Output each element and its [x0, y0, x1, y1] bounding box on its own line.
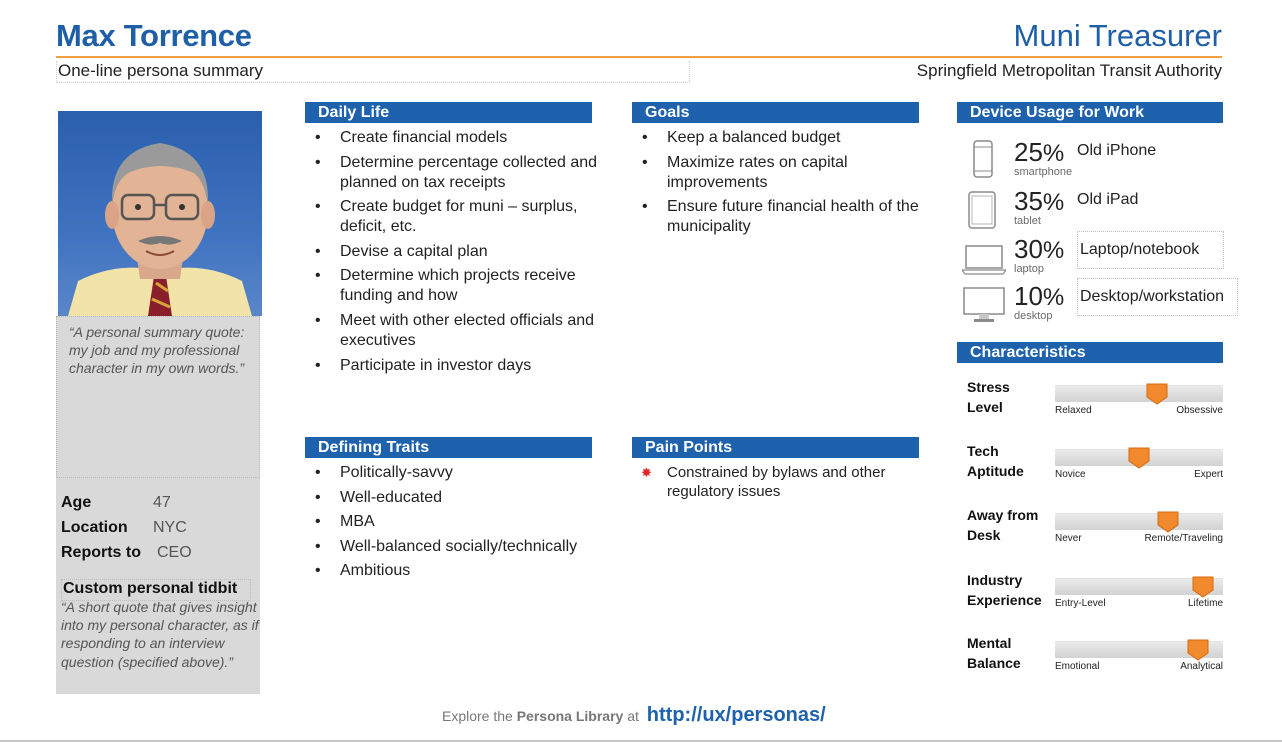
pain-points-heading: Pain Points	[632, 437, 919, 458]
persona-library-link[interactable]: http://ux/personas/	[646, 704, 826, 726]
list-item: • Well-educated	[305, 488, 605, 508]
device-label: Old iPad	[1077, 191, 1139, 208]
device-percent: 25%	[1014, 137, 1065, 167]
slider-knob	[1187, 639, 1209, 661]
footer	[442, 704, 826, 727]
tablet-icon	[962, 188, 1006, 232]
persona-photo	[58, 111, 262, 316]
slider-low-label: Novice	[1055, 469, 1086, 480]
device-row-smartphone	[962, 139, 1242, 185]
characteristic-label: Away from Desk	[967, 507, 1039, 543]
daily-life-list	[305, 128, 605, 380]
list-item: • Ambitious	[305, 561, 605, 581]
persona-role: Muni Treasurer	[1013, 18, 1222, 53]
tidbit-label: Custom personal tidbit	[61, 579, 251, 601]
slider-high-label: Expert	[1194, 469, 1223, 480]
device-kind: laptop	[1014, 263, 1044, 275]
device-usage-heading: Device Usage for Work	[957, 102, 1223, 123]
daily-life-heading: Daily Life	[305, 102, 592, 123]
characteristic-mental-balance	[967, 633, 1227, 693]
fact-location	[61, 519, 187, 537]
slider-track	[1055, 513, 1223, 530]
persona-quote: “A personal summary quote: my job and my professional character in my own words.”	[56, 316, 260, 478]
slider-low-label: Emotional	[1055, 661, 1100, 672]
characteristic-label: Tech Aptitude	[967, 443, 1024, 479]
slider-low-label: Entry-Level	[1055, 598, 1106, 609]
list-item: • Devise a capital plan	[305, 242, 605, 262]
slider-high-label: Analytical	[1180, 661, 1223, 672]
slider-knob	[1192, 576, 1214, 598]
list-item: • Meet with other elected officials and executives	[305, 311, 605, 351]
traits-heading: Defining Traits	[305, 437, 592, 458]
list-item: ✸ Constrained by bylaws and other regulatory issues	[632, 463, 922, 501]
device-label: Laptop/notebook	[1077, 231, 1224, 269]
slider-low-label: Relaxed	[1055, 405, 1092, 416]
footer-at: at	[627, 708, 639, 724]
device-kind: smartphone	[1014, 166, 1073, 178]
slider-track	[1055, 385, 1223, 402]
slider-knob	[1157, 511, 1179, 533]
fact-age	[61, 494, 171, 512]
persona-name: Max Torrence	[56, 18, 252, 53]
pain-points-list	[632, 463, 922, 506]
characteristics-heading: Characteristics	[957, 342, 1223, 363]
list-item: • Determine which projects receive funding and how	[305, 266, 605, 306]
device-label: Desktop/workstation	[1077, 278, 1238, 316]
characteristic-label: Stress Level	[967, 379, 1010, 415]
fact-label: Location	[61, 519, 128, 536]
list-item: • Politically-savvy	[305, 463, 605, 483]
device-percent: 10%	[1014, 281, 1065, 311]
slider-knob	[1128, 447, 1150, 469]
device-percent: 35%	[1014, 186, 1065, 216]
persona-summary: One-line persona summary	[56, 61, 690, 83]
list-item: • Determine percentage collected and planned on tax receipts	[305, 153, 605, 193]
characteristic-tech-aptitude	[967, 441, 1227, 501]
characteristic-industry-experience	[967, 570, 1227, 630]
fact-label: Age	[61, 494, 92, 511]
device-row-tablet	[962, 188, 1242, 234]
fact-value: CEO	[157, 544, 192, 561]
goals-list	[632, 128, 922, 242]
goals-heading: Goals	[632, 102, 919, 123]
smartphone-icon	[962, 139, 1006, 183]
slider-high-label: Remote/Traveling	[1144, 533, 1223, 544]
traits-list	[305, 463, 605, 586]
list-item: • Create budget for muni – surplus, deficit, etc.	[305, 197, 605, 237]
device-kind: tablet	[1014, 215, 1041, 227]
footer-library: Persona Library	[516, 708, 624, 724]
footer-prefix: Explore the	[442, 708, 513, 724]
device-row-desktop	[962, 283, 1242, 329]
portrait-illustration	[58, 111, 262, 316]
slider-high-label: Lifetime	[1187, 598, 1223, 609]
fact-reports-to	[61, 544, 192, 562]
list-item: • Create financial models	[305, 128, 605, 148]
slider-high-label: Obsessive	[1176, 405, 1223, 416]
device-kind: desktop	[1014, 310, 1053, 322]
fact-value: NYC	[153, 519, 187, 536]
list-item: • Keep a balanced budget	[632, 128, 922, 148]
list-item: • Maximize rates on capital improvements	[632, 153, 922, 193]
characteristic-away-from-desk	[967, 505, 1227, 565]
characteristic-label: Industry Experience	[967, 572, 1042, 608]
laptop-icon	[962, 236, 1006, 280]
device-percent: 30%	[1014, 234, 1065, 264]
tidbit-quote: “A short quote that gives insight into my personal character, as if responding to an interview question (specified above).”	[61, 599, 259, 670]
slider-low-label: Never	[1055, 533, 1082, 544]
characteristic-stress-level	[967, 377, 1227, 437]
device-label: Old iPhone	[1077, 142, 1157, 159]
fact-value: 47	[153, 494, 171, 511]
desktop-icon	[962, 283, 1006, 327]
fact-label: Reports to	[61, 544, 141, 561]
device-row-laptop	[962, 236, 1242, 282]
slider-knob	[1146, 383, 1168, 405]
characteristic-label: Mental Balance	[967, 635, 1021, 671]
list-item: • Ensure future financial health of the municipality	[632, 197, 922, 237]
list-item: • Well-balanced socially/technically	[305, 537, 605, 557]
list-item: • Participate in investor days	[305, 356, 605, 376]
list-item: • MBA	[305, 512, 605, 532]
organization-name: Springfield Metropolitan Transit Authority	[916, 61, 1222, 80]
header-divider	[56, 56, 1222, 58]
